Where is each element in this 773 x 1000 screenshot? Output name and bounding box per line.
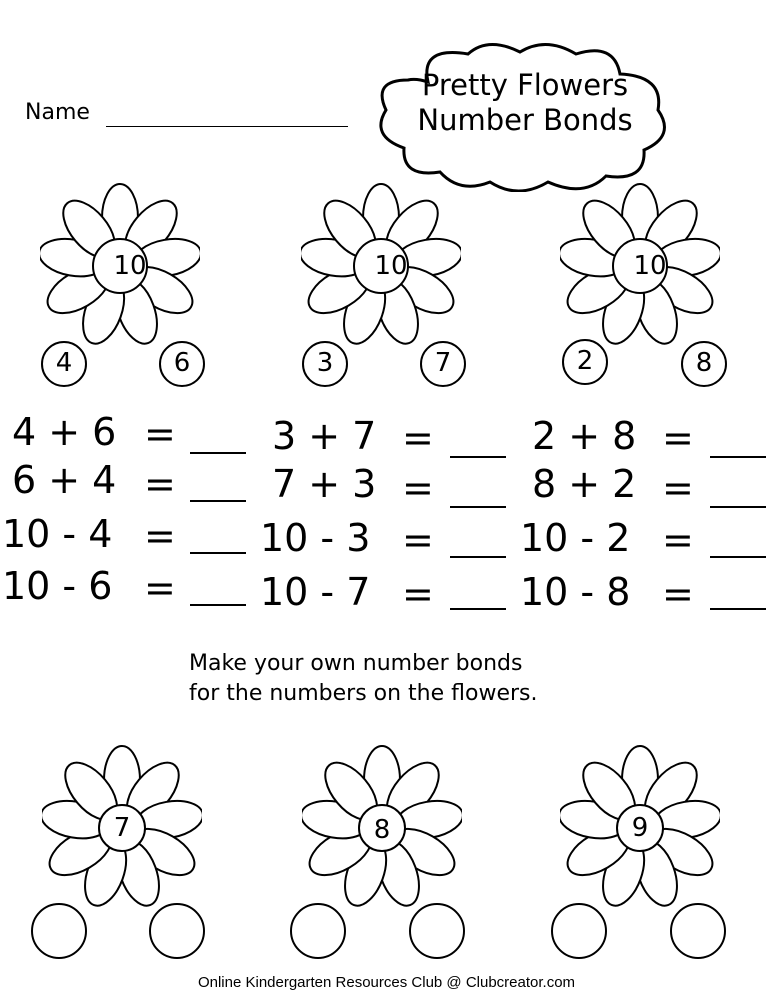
equation-text: 10 - 4 bbox=[2, 512, 113, 556]
answer-blank[interactable] bbox=[450, 456, 506, 458]
equation-text: 8 + 2 bbox=[532, 462, 637, 506]
answer-blank[interactable] bbox=[450, 556, 506, 558]
answer-blank[interactable] bbox=[450, 608, 506, 610]
equation-text: 4 + 6 bbox=[12, 410, 117, 454]
answer-blank[interactable] bbox=[190, 552, 246, 554]
bond-part-circle: 8 bbox=[681, 341, 727, 387]
equals-sign: = bbox=[402, 416, 434, 460]
bond-part-circle-empty[interactable] bbox=[409, 903, 465, 959]
equals-sign: = bbox=[402, 572, 434, 616]
equals-sign: = bbox=[144, 514, 176, 558]
answer-blank[interactable] bbox=[710, 556, 766, 558]
bond-part-circle-empty[interactable] bbox=[670, 903, 726, 959]
answer-blank[interactable] bbox=[190, 452, 246, 454]
footer-credit: Online Kindergarten Resources Club @ Clubcreator.com bbox=[197, 974, 576, 991]
bond-part-circle-empty[interactable] bbox=[290, 903, 346, 959]
equals-sign: = bbox=[402, 466, 434, 510]
answer-blank[interactable] bbox=[710, 608, 766, 610]
bond-part-circle-empty[interactable] bbox=[149, 903, 205, 959]
answer-blank[interactable] bbox=[190, 604, 246, 606]
equation-text: 10 - 7 bbox=[260, 570, 371, 614]
equals-sign: = bbox=[662, 466, 694, 510]
equals-sign: = bbox=[662, 518, 694, 562]
answer-blank[interactable] bbox=[710, 506, 766, 508]
flower-center-number: 7 bbox=[113, 813, 131, 843]
equation-text: 10 - 3 bbox=[260, 516, 371, 560]
equation-text: 2 + 8 bbox=[532, 414, 637, 458]
equals-sign: = bbox=[144, 462, 176, 506]
equals-sign: = bbox=[402, 518, 434, 562]
bond-part-circle-empty[interactable] bbox=[551, 903, 607, 959]
flower-center-number: 10 bbox=[113, 251, 147, 281]
equals-sign: = bbox=[662, 416, 694, 460]
name-label: Name bbox=[25, 100, 90, 125]
worksheet-title-line1: Pretty Flowers bbox=[421, 68, 629, 102]
equation-text: 6 + 4 bbox=[12, 458, 117, 502]
bond-part-circle: 7 bbox=[420, 341, 466, 387]
flower-center-number: 10 bbox=[374, 251, 408, 281]
instructions-line2: for the numbers on the flowers. bbox=[189, 681, 538, 706]
equals-sign: = bbox=[144, 412, 176, 456]
bond-part-circle: 3 bbox=[302, 341, 348, 387]
answer-blank[interactable] bbox=[190, 500, 246, 502]
equation-text: 7 + 3 bbox=[272, 462, 377, 506]
bond-part-circle: 4 bbox=[41, 341, 87, 387]
bond-part-circle: 6 bbox=[159, 341, 205, 387]
equals-sign: = bbox=[144, 566, 176, 610]
equation-text: 10 - 8 bbox=[520, 570, 631, 614]
flower-center-number: 9 bbox=[631, 813, 649, 843]
name-blank-line[interactable] bbox=[106, 126, 348, 127]
equation-text: 3 + 7 bbox=[272, 414, 377, 458]
flower-center-number: 10 bbox=[633, 251, 667, 281]
instructions-line1: Make your own number bonds bbox=[189, 651, 523, 676]
equals-sign: = bbox=[662, 572, 694, 616]
answer-blank[interactable] bbox=[710, 456, 766, 458]
equation-text: 10 - 6 bbox=[2, 564, 113, 608]
equation-text: 10 - 2 bbox=[520, 516, 631, 560]
worksheet-title-line2: Number Bonds bbox=[417, 103, 633, 137]
answer-blank[interactable] bbox=[450, 506, 506, 508]
bond-part-circle-empty[interactable] bbox=[31, 903, 87, 959]
flower-center-number: 8 bbox=[373, 815, 391, 845]
bond-part-circle: 2 bbox=[562, 339, 608, 385]
